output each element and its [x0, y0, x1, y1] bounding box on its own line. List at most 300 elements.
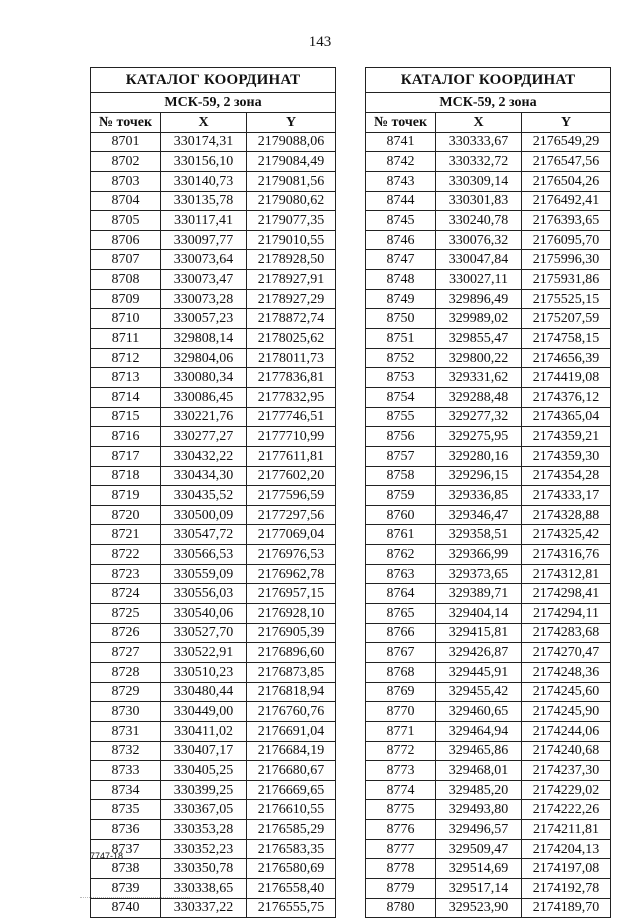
cell-y: 2177710,99 — [247, 427, 336, 447]
column-header-point-number: № точек — [91, 113, 161, 133]
cell-x: 329465,86 — [436, 741, 522, 761]
cell-x: 329404,14 — [436, 604, 522, 624]
cell-point-number: 8703 — [91, 171, 161, 191]
cell-x: 329509,47 — [436, 839, 522, 859]
cell-x: 330086,45 — [161, 387, 247, 407]
cell-x: 330073,28 — [161, 289, 247, 309]
cell-point-number: 8750 — [366, 309, 436, 329]
cell-point-number: 8739 — [91, 878, 161, 898]
table-row — [91, 348, 336, 368]
cell-y: 2176691,04 — [247, 721, 336, 741]
cell-point-number: 8704 — [91, 191, 161, 211]
cell-point-number: 8771 — [366, 721, 436, 741]
coordinate-catalog-table-right — [365, 67, 611, 918]
cell-y: 2176962,78 — [247, 564, 336, 584]
cell-point-number: 8753 — [366, 368, 436, 388]
cell-y: 2176583,35 — [247, 839, 336, 859]
table-row — [366, 545, 611, 565]
cell-y: 2176585,29 — [247, 820, 336, 840]
table-row — [366, 780, 611, 800]
cell-y: 2177746,51 — [247, 407, 336, 427]
cell-point-number: 8779 — [366, 878, 436, 898]
cell-x: 330480,44 — [161, 682, 247, 702]
cell-y: 2176684,19 — [247, 741, 336, 761]
cell-y: 2176680,67 — [247, 761, 336, 781]
table-row — [91, 564, 336, 584]
cell-point-number: 8737 — [91, 839, 161, 859]
cell-point-number: 8738 — [91, 859, 161, 879]
cell-y: 2177836,81 — [247, 368, 336, 388]
cell-point-number: 8773 — [366, 761, 436, 781]
table-body — [91, 132, 336, 918]
cell-x: 330405,25 — [161, 761, 247, 781]
cell-x: 329336,85 — [436, 486, 522, 506]
cell-x: 330522,91 — [161, 643, 247, 663]
cell-y: 2179080,62 — [247, 191, 336, 211]
table-row — [91, 387, 336, 407]
cell-point-number: 8754 — [366, 387, 436, 407]
cell-y: 2174245,60 — [522, 682, 611, 702]
table-row — [91, 604, 336, 624]
cell-point-number: 8715 — [91, 407, 161, 427]
cell-x: 330117,41 — [161, 211, 247, 231]
table-row — [91, 446, 336, 466]
cell-point-number: 8770 — [366, 702, 436, 722]
cell-x: 329426,87 — [436, 643, 522, 663]
cell-x: 329804,06 — [161, 348, 247, 368]
cell-x: 329389,71 — [436, 584, 522, 604]
cell-x: 329296,15 — [436, 466, 522, 486]
cell-x: 330500,09 — [161, 505, 247, 525]
cell-point-number: 8714 — [91, 387, 161, 407]
cell-x: 329460,65 — [436, 702, 522, 722]
table-row — [91, 309, 336, 329]
cell-x: 330047,84 — [436, 250, 522, 270]
cell-x: 330367,05 — [161, 800, 247, 820]
table-row — [91, 643, 336, 663]
cell-point-number: 8743 — [366, 171, 436, 191]
table-row — [366, 270, 611, 290]
cell-point-number: 8701 — [91, 132, 161, 152]
cell-y: 2176549,29 — [522, 132, 611, 152]
table-row — [91, 761, 336, 781]
cell-y: 2175207,59 — [522, 309, 611, 329]
cell-y: 2176928,10 — [247, 604, 336, 624]
table-row — [91, 820, 336, 840]
cell-point-number: 8713 — [91, 368, 161, 388]
cell-y: 2176818,94 — [247, 682, 336, 702]
cell-y: 2174328,88 — [522, 505, 611, 525]
table-subtitle: МСК-59, 2 зона — [91, 93, 336, 113]
table-row — [91, 741, 336, 761]
cell-point-number: 8722 — [91, 545, 161, 565]
cell-x: 330221,76 — [161, 407, 247, 427]
cell-y: 2176492,41 — [522, 191, 611, 211]
cell-point-number: 8767 — [366, 643, 436, 663]
cell-y: 2174376,12 — [522, 387, 611, 407]
table-title: КАТАЛОГ КООРДИНАТ — [91, 68, 336, 93]
cell-x: 329366,99 — [436, 545, 522, 565]
cell-y: 2176957,15 — [247, 584, 336, 604]
table-row — [366, 682, 611, 702]
cell-point-number: 8718 — [91, 466, 161, 486]
table-row — [91, 486, 336, 506]
table-row — [91, 721, 336, 741]
cell-x: 330073,64 — [161, 250, 247, 270]
cell-x: 329485,20 — [436, 780, 522, 800]
cell-x: 329896,49 — [436, 289, 522, 309]
column-header-y: Y — [522, 113, 611, 133]
cell-y: 2176393,65 — [522, 211, 611, 231]
cell-point-number: 8734 — [91, 780, 161, 800]
cell-y: 2177832,95 — [247, 387, 336, 407]
cell-x: 329373,65 — [436, 564, 522, 584]
cell-y: 2174283,68 — [522, 623, 611, 643]
cell-point-number: 8758 — [366, 466, 436, 486]
cell-x: 330547,72 — [161, 525, 247, 545]
table-row — [91, 152, 336, 172]
table-row — [91, 427, 336, 447]
table-row — [91, 191, 336, 211]
cell-y: 2174333,17 — [522, 486, 611, 506]
cell-point-number: 8731 — [91, 721, 161, 741]
cell-y: 2178025,62 — [247, 329, 336, 349]
cell-y: 2179081,56 — [247, 171, 336, 191]
table-row — [366, 721, 611, 741]
cell-point-number: 8755 — [366, 407, 436, 427]
cell-y: 2178872,74 — [247, 309, 336, 329]
table-row — [366, 859, 611, 879]
cell-x: 329275,95 — [436, 427, 522, 447]
cell-x: 330527,70 — [161, 623, 247, 643]
cell-y: 2179010,55 — [247, 230, 336, 250]
cell-y: 2174316,76 — [522, 545, 611, 565]
table-row — [91, 505, 336, 525]
table-title: КАТАЛОГ КООРДИНАТ — [366, 68, 611, 93]
cell-y: 2179088,06 — [247, 132, 336, 152]
cell-point-number: 8744 — [366, 191, 436, 211]
table-row — [366, 446, 611, 466]
cell-point-number: 8719 — [91, 486, 161, 506]
cell-x: 330338,65 — [161, 878, 247, 898]
table-row — [91, 702, 336, 722]
table-row — [366, 230, 611, 250]
cell-point-number: 8730 — [91, 702, 161, 722]
cell-y: 2174354,28 — [522, 466, 611, 486]
cell-x: 330432,22 — [161, 446, 247, 466]
cell-point-number: 8752 — [366, 348, 436, 368]
cell-y: 2174758,15 — [522, 329, 611, 349]
cell-point-number: 8732 — [91, 741, 161, 761]
cell-x: 330277,27 — [161, 427, 247, 447]
table-row — [366, 839, 611, 859]
cell-point-number: 8721 — [91, 525, 161, 545]
cell-point-number: 8705 — [91, 211, 161, 231]
cell-y: 2177297,56 — [247, 505, 336, 525]
column-header-x: X — [161, 113, 247, 133]
cell-x: 330301,83 — [436, 191, 522, 211]
table-row — [366, 623, 611, 643]
table-row — [366, 702, 611, 722]
cell-y: 2176558,40 — [247, 878, 336, 898]
table-row — [366, 191, 611, 211]
cell-point-number: 8710 — [91, 309, 161, 329]
cell-point-number: 8741 — [366, 132, 436, 152]
cell-y: 2174325,42 — [522, 525, 611, 545]
cell-x: 330559,09 — [161, 564, 247, 584]
cell-y: 2174270,47 — [522, 643, 611, 663]
cell-point-number: 8723 — [91, 564, 161, 584]
table-row — [91, 329, 336, 349]
table-row — [366, 466, 611, 486]
cell-point-number: 8711 — [91, 329, 161, 349]
cell-point-number: 8769 — [366, 682, 436, 702]
cell-x: 329445,91 — [436, 662, 522, 682]
cell-x: 329468,01 — [436, 761, 522, 781]
cell-point-number: 8712 — [91, 348, 161, 368]
cell-y: 2177596,59 — [247, 486, 336, 506]
cell-y: 2174244,06 — [522, 721, 611, 741]
table-row — [91, 800, 336, 820]
cell-x: 330076,32 — [436, 230, 522, 250]
cell-point-number: 8776 — [366, 820, 436, 840]
cell-y: 2174419,08 — [522, 368, 611, 388]
cell-x: 330399,25 — [161, 780, 247, 800]
cell-y: 2176580,69 — [247, 859, 336, 879]
table-row — [91, 878, 336, 898]
cell-x: 330353,28 — [161, 820, 247, 840]
cell-y: 2177602,20 — [247, 466, 336, 486]
cell-x: 330352,23 — [161, 839, 247, 859]
cell-x: 330350,78 — [161, 859, 247, 879]
cell-x: 329288,48 — [436, 387, 522, 407]
table-row — [366, 800, 611, 820]
cell-y: 2178011,73 — [247, 348, 336, 368]
cell-point-number: 8780 — [366, 898, 436, 918]
cell-point-number: 8708 — [91, 270, 161, 290]
cell-y: 2174222,26 — [522, 800, 611, 820]
cell-x: 330566,53 — [161, 545, 247, 565]
table-row — [366, 584, 611, 604]
column-header-y: Y — [247, 113, 336, 133]
cell-x: 330140,73 — [161, 171, 247, 191]
cell-x: 330333,67 — [436, 132, 522, 152]
cell-x: 329514,69 — [436, 859, 522, 879]
cell-y: 2174237,30 — [522, 761, 611, 781]
cell-y: 2176610,55 — [247, 800, 336, 820]
table-row — [91, 859, 336, 879]
cell-x: 329808,14 — [161, 329, 247, 349]
cell-x: 330080,34 — [161, 368, 247, 388]
cell-y: 2178927,91 — [247, 270, 336, 290]
cell-x: 330057,23 — [161, 309, 247, 329]
cell-point-number: 8725 — [91, 604, 161, 624]
cell-point-number: 8735 — [91, 800, 161, 820]
table-row — [91, 270, 336, 290]
cell-x: 329989,02 — [436, 309, 522, 329]
cell-x: 330309,14 — [436, 171, 522, 191]
table-row — [366, 486, 611, 506]
cell-point-number: 8759 — [366, 486, 436, 506]
cell-point-number: 8747 — [366, 250, 436, 270]
table-row — [91, 584, 336, 604]
cell-point-number: 8748 — [366, 270, 436, 290]
cell-x: 330097,77 — [161, 230, 247, 250]
cell-y: 2174312,81 — [522, 564, 611, 584]
table-row — [366, 427, 611, 447]
table-row — [91, 368, 336, 388]
cell-x: 330240,78 — [436, 211, 522, 231]
cell-y: 2174204,13 — [522, 839, 611, 859]
cell-y: 2174359,30 — [522, 446, 611, 466]
table-row — [366, 250, 611, 270]
cell-y: 2174192,78 — [522, 878, 611, 898]
cell-y: 2174189,70 — [522, 898, 611, 918]
table-row — [366, 643, 611, 663]
cell-x: 329493,80 — [436, 800, 522, 820]
table-row — [366, 741, 611, 761]
cell-x: 329358,51 — [436, 525, 522, 545]
cell-y: 2176896,60 — [247, 643, 336, 663]
cell-y: 2174229,02 — [522, 780, 611, 800]
cell-x: 329331,62 — [436, 368, 522, 388]
cell-point-number: 8726 — [91, 623, 161, 643]
table-row — [366, 898, 611, 918]
cell-x: 329455,42 — [436, 682, 522, 702]
cell-y: 2174656,39 — [522, 348, 611, 368]
cell-point-number: 8751 — [366, 329, 436, 349]
table-row — [366, 761, 611, 781]
table-row — [91, 525, 336, 545]
table-row — [91, 407, 336, 427]
table-row — [366, 878, 611, 898]
cell-x: 330411,02 — [161, 721, 247, 741]
cell-point-number: 8766 — [366, 623, 436, 643]
document-code: 7747-18 — [90, 851, 124, 861]
cell-y: 2176669,65 — [247, 780, 336, 800]
cell-x: 330449,00 — [161, 702, 247, 722]
cell-y: 2176905,39 — [247, 623, 336, 643]
cell-x: 330174,31 — [161, 132, 247, 152]
table-row — [366, 505, 611, 525]
cell-point-number: 8740 — [91, 898, 161, 918]
column-header-point-number: № точек — [366, 113, 436, 133]
cell-point-number: 8749 — [366, 289, 436, 309]
cell-x: 330556,03 — [161, 584, 247, 604]
table-row — [91, 623, 336, 643]
cell-y: 2178927,29 — [247, 289, 336, 309]
cell-point-number: 8746 — [366, 230, 436, 250]
cell-x: 329464,94 — [436, 721, 522, 741]
cell-point-number: 8768 — [366, 662, 436, 682]
table-row — [91, 132, 336, 152]
table-row — [366, 564, 611, 584]
cell-point-number: 8728 — [91, 662, 161, 682]
cell-x: 330407,17 — [161, 741, 247, 761]
table-row — [91, 230, 336, 250]
cell-y: 2174245,90 — [522, 702, 611, 722]
cell-x: 330435,52 — [161, 486, 247, 506]
cell-y: 2174248,36 — [522, 662, 611, 682]
cell-y: 2174211,81 — [522, 820, 611, 840]
cell-x: 329346,47 — [436, 505, 522, 525]
cell-point-number: 8756 — [366, 427, 436, 447]
table-row — [91, 682, 336, 702]
table-row — [91, 289, 336, 309]
cell-point-number: 8775 — [366, 800, 436, 820]
table-row — [366, 171, 611, 191]
cell-point-number: 8777 — [366, 839, 436, 859]
cell-x: 330156,10 — [161, 152, 247, 172]
cell-point-number: 8761 — [366, 525, 436, 545]
table-row — [91, 662, 336, 682]
cell-x: 330135,78 — [161, 191, 247, 211]
cell-y: 2176760,76 — [247, 702, 336, 722]
cell-y: 2176547,56 — [522, 152, 611, 172]
cell-y: 2176095,70 — [522, 230, 611, 250]
cell-point-number: 8760 — [366, 505, 436, 525]
cell-y: 2179077,35 — [247, 211, 336, 231]
table-row — [366, 132, 611, 152]
cell-y: 2174298,41 — [522, 584, 611, 604]
cell-y: 2176976,53 — [247, 545, 336, 565]
cell-x: 330332,72 — [436, 152, 522, 172]
cell-point-number: 8729 — [91, 682, 161, 702]
cell-point-number: 8720 — [91, 505, 161, 525]
table-row — [366, 309, 611, 329]
cell-y: 2177611,81 — [247, 446, 336, 466]
table-row — [366, 525, 611, 545]
cell-point-number: 8742 — [366, 152, 436, 172]
table-row — [91, 171, 336, 191]
table-row — [366, 211, 611, 231]
table-row — [366, 407, 611, 427]
cell-point-number: 8762 — [366, 545, 436, 565]
cell-point-number: 8764 — [366, 584, 436, 604]
table-row — [91, 780, 336, 800]
cell-point-number: 8757 — [366, 446, 436, 466]
cell-point-number: 8765 — [366, 604, 436, 624]
table-row — [366, 348, 611, 368]
cell-y: 2174294,11 — [522, 604, 611, 624]
cell-point-number: 8706 — [91, 230, 161, 250]
table-row — [366, 820, 611, 840]
column-header-x: X — [436, 113, 522, 133]
cell-x: 330073,47 — [161, 270, 247, 290]
cell-point-number: 8778 — [366, 859, 436, 879]
coordinate-catalog-table-left — [90, 67, 336, 918]
cell-x: 329280,16 — [436, 446, 522, 466]
cell-x: 330337,22 — [161, 898, 247, 918]
cell-y: 2174365,04 — [522, 407, 611, 427]
table-row — [366, 289, 611, 309]
cell-point-number: 8763 — [366, 564, 436, 584]
cell-point-number: 8745 — [366, 211, 436, 231]
table-row — [366, 387, 611, 407]
cell-point-number: 8724 — [91, 584, 161, 604]
cell-point-number: 8702 — [91, 152, 161, 172]
cell-point-number: 8717 — [91, 446, 161, 466]
cell-point-number: 8716 — [91, 427, 161, 447]
cell-y: 2175931,86 — [522, 270, 611, 290]
cell-y: 2179084,49 — [247, 152, 336, 172]
cell-point-number: 8733 — [91, 761, 161, 781]
cell-x: 329517,14 — [436, 878, 522, 898]
cell-y: 2178928,50 — [247, 250, 336, 270]
scan-artifact-line — [80, 897, 190, 899]
cell-x: 329800,22 — [436, 348, 522, 368]
cell-x: 330434,30 — [161, 466, 247, 486]
